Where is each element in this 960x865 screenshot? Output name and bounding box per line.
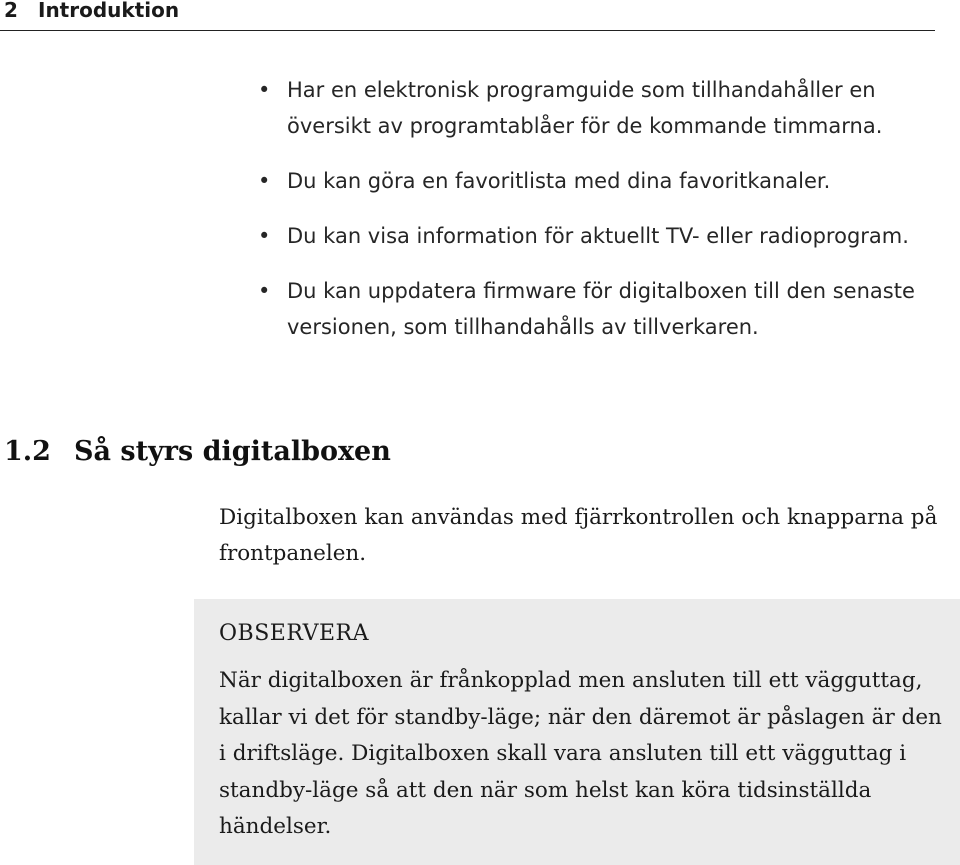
- bullet-icon: •: [258, 169, 271, 193]
- note-box: [194, 599, 960, 865]
- list-item: [258, 72, 948, 144]
- bullet-icon: •: [258, 224, 271, 248]
- section-number: 1.2: [4, 436, 51, 467]
- list-item: [258, 218, 948, 254]
- bullet-icon: •: [258, 78, 271, 102]
- chapter-title: Introduktion: [38, 0, 180, 22]
- feature-list: [258, 72, 948, 364]
- list-item-text: Du kan uppdatera firmware för digitalboxen till den senaste versionen, som tillhandahålls av tillverkaren.: [287, 279, 915, 339]
- section-title: Så styrs digitalboxen: [74, 436, 391, 467]
- section-body-text: Digitalboxen kan användas med fjärrkontrollen och knapparna på frontpanelen.: [219, 505, 938, 566]
- section-heading: [4, 432, 391, 472]
- list-item-text: Har en elektronisk programguide som tillhandahåller en översikt av programtablåer för de kommande timmarna.: [287, 78, 883, 138]
- list-item: [258, 273, 948, 345]
- bullet-icon: •: [258, 279, 271, 303]
- list-item-text: Du kan visa information för aktuellt TV- eller radioprogram.: [287, 224, 909, 248]
- note-text: När digitalboxen är frånkopplad men ansluten till ett vägguttag, kallar vi det för standby-läge; när den däremot är påslagen är den i driftsläge. Digitalboxen skall vara ansluten till ett vägguttag i standby-läge så att den när som helst kan köra tidsinställda händelser.: [219, 668, 942, 839]
- running-header: [0, 0, 935, 31]
- chapter-number: 2: [4, 0, 18, 22]
- note-title: OBSERVERA: [219, 621, 370, 646]
- list-item-text: Du kan göra en favoritlista med dina favoritkanaler.: [287, 169, 831, 193]
- list-item: [258, 163, 948, 199]
